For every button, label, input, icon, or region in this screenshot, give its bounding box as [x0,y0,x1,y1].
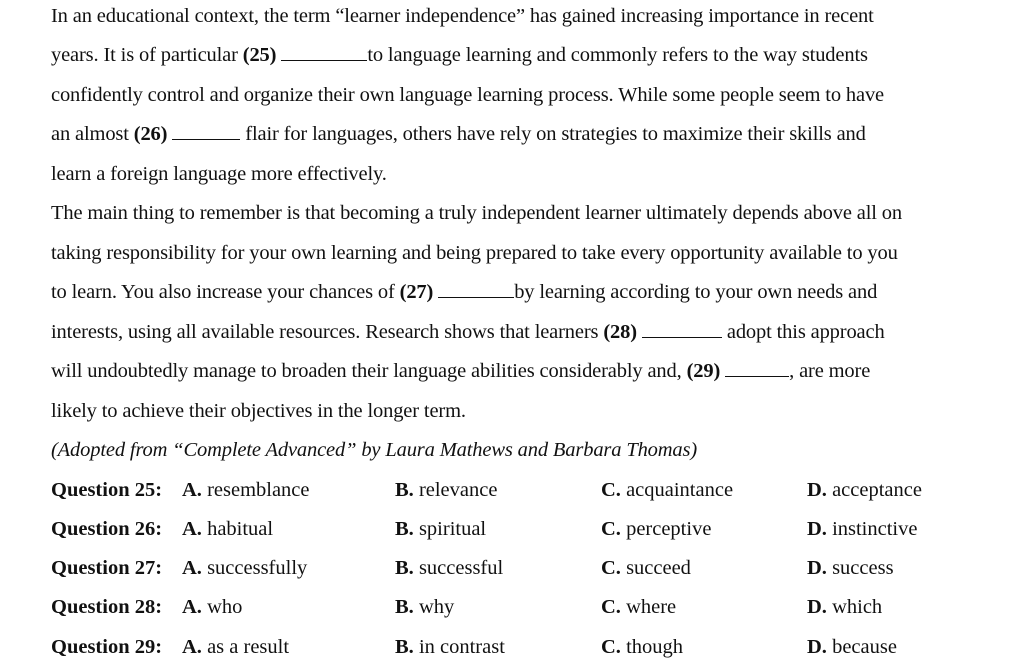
question-label: Question 27: [51,557,163,579]
gap-blank-29 [725,359,789,377]
gap-blank-27 [438,280,514,298]
passage-text: interests, using all available resources. Research shows that learners [51,321,604,343]
option-b[interactable]: B. in contrast [395,636,505,658]
option-a[interactable]: A. resemblance [182,479,310,501]
gap-number-26: (26) [133,123,168,145]
passage-line-7 [51,239,898,267]
passage-text: adopt this approach [721,321,885,343]
passage-text: to language learning and commonly refers to the way students [367,44,868,66]
question-label: Question 29: [51,636,163,658]
gap-number-28: (28) [603,321,637,343]
passage-text: confidently control and organize their own language learning process. While some people seem to have [51,84,885,106]
passage-line-9 [51,318,885,346]
option-d[interactable]: D. which [807,596,883,618]
option-d[interactable]: D. acceptance [807,479,922,501]
option-c[interactable]: C. succeed [601,557,691,579]
option-b[interactable]: B. relevance [395,479,498,501]
option-b[interactable]: B. spiritual [395,518,487,540]
passage-line-3 [51,81,884,109]
option-a[interactable]: A. habitual [182,518,274,540]
passage-text: likely to achieve their objectives in the longer term. [51,400,466,422]
gap-number-27: (27) [399,281,434,303]
question-label: Question 25: [51,479,163,501]
option-d[interactable]: D. because [807,636,897,658]
passage-text: The main thing to remember is that becoming a truly independent learner ultimately depends above all on [51,202,902,224]
question-29 [51,633,1023,661]
option-b[interactable]: B. successful [395,557,504,579]
source-text: (Adopted from “Complete Advanced” by Laura Mathews and Barbara Thomas) [51,439,698,461]
passage-text: taking responsibility for your own learning and being prepared to take every opportunity available to you [51,242,898,264]
passage-text: to learn. You also increase your chances of [51,281,400,303]
option-d[interactable]: D. instinctive [807,518,918,540]
passage-line-4 [51,120,866,148]
option-b[interactable]: B. why [395,596,455,618]
gap-number-25: (25) [242,44,277,66]
passage-line-6 [51,199,902,227]
passage-line-8 [51,278,877,306]
gap-blank-25 [281,43,367,61]
question-label: Question 28: [51,596,163,618]
question-28 [51,593,1023,621]
passage-line-1 [51,2,874,30]
passage-text: , are more [789,360,871,382]
option-d[interactable]: D. success [807,557,894,579]
passage-line-10 [51,357,870,385]
source-citation [51,436,697,464]
option-c[interactable]: C. perceptive [601,518,712,540]
passage-text: an almost [51,123,134,145]
passage-line-5 [51,160,387,188]
question-27 [51,554,1023,582]
option-a[interactable]: A. as a result [182,636,290,658]
passage-line-11 [51,397,466,425]
option-c[interactable]: C. where [601,596,677,618]
passage-text: learn a foreign language more effectively. [51,163,387,185]
passage-text: by learning according to your own needs and [514,281,878,303]
gap-number-29: (29) [686,360,721,382]
passage-text: will undoubtedly manage to broaden their language abilities considerably and, [51,360,687,382]
option-a[interactable]: A. successfully [182,557,308,579]
gap-blank-26 [172,122,240,140]
option-c[interactable]: C. acquaintance [601,479,734,501]
question-25 [51,476,1023,504]
passage-text: In an educational context, the term “learner independence” has gained increasing importance in recent [51,5,874,27]
question-label: Question 26: [51,518,163,540]
passage-text: flair for languages, others have rely on strategies to maximize their skills and [240,123,866,145]
passage-line-2 [51,41,868,69]
option-a[interactable]: A. who [182,596,243,618]
question-26 [51,515,1023,543]
passage-text: years. It is of particular [51,44,243,66]
gap-blank-28 [642,320,722,338]
option-c[interactable]: C. though [601,636,684,658]
